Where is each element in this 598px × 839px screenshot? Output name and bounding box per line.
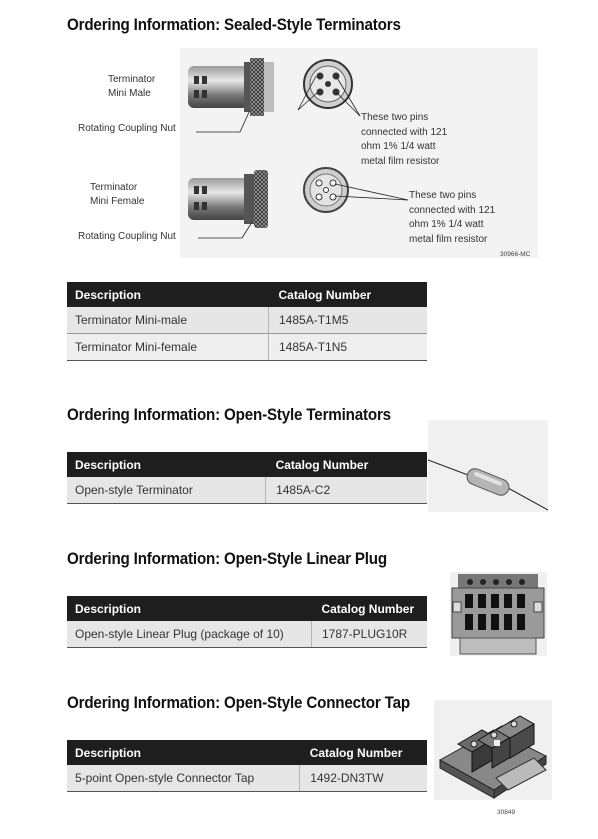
table-row [67,334,427,361]
table-header-description: Description [67,740,300,765]
male-pin-note: These two pins connected with 121 ohm 1% 1/4 watt metal film resistor [361,112,448,167]
table-row [67,621,427,648]
resistor-terminator-icon [428,420,548,512]
table-cell-catalog: 1485A-T1N5 [269,334,428,361]
figure-code: 30966-MC [500,251,531,258]
table-row [67,307,427,334]
nut-label-female: Rotating Coupling Nut [78,231,176,242]
table-header-description: Description [67,452,266,477]
table-cell-catalog: 1492-DN3TW [300,765,427,792]
linear-plug-icon [450,572,547,656]
table-cell-catalog: 1787-PLUG10R [311,621,427,648]
table-header-description: Description [67,596,311,621]
table-cell-description: Open-style Linear Plug (package of 10) [67,621,311,648]
nut-label-male: Rotating Coupling Nut [78,123,176,134]
table-header-catalog: Catalog Number [266,452,427,477]
section-title-open-terminator: Ordering Information: Open-Style Terminators [67,406,391,424]
female-label: Terminator Mini Female [90,182,145,207]
table-cell-description: Terminator Mini-female [67,334,269,361]
table-row [67,477,427,504]
table-header-catalog: Catalog Number [269,282,428,307]
section-title-linear-plug: Ordering Information: Open-Style Linear Plug [67,550,387,568]
table-cell-description: Open-style Terminator [67,477,266,504]
connector-tap-table [67,740,427,792]
section-title-connector-tap: Ordering Information: Open-Style Connector Tap [67,694,410,712]
table-header-description: Description [67,282,269,307]
section-title-sealed: Ordering Information: Sealed-Style Terminators [67,16,401,34]
table-cell-catalog: 1485A-T1M5 [269,307,428,334]
table-cell-description: 5-point Open-style Connector Tap [67,765,300,792]
sealed-table [67,282,427,361]
connector-tap-icon [434,700,552,800]
table-header-catalog: Catalog Number [311,596,427,621]
table-cell-catalog: 1485A-C2 [266,477,427,504]
linear-plug-table [67,596,427,648]
female-pin-note: These two pins connected with 121 ohm 1% 1/4 watt metal film resistor [409,190,496,245]
tap-figure-code: 30849 [497,809,516,816]
open-terminator-table [67,452,427,504]
table-cell-description: Terminator Mini-male [67,307,269,334]
table-header-catalog: Catalog Number [300,740,427,765]
table-row [67,765,427,792]
male-label: Terminator Mini Male [108,74,156,99]
